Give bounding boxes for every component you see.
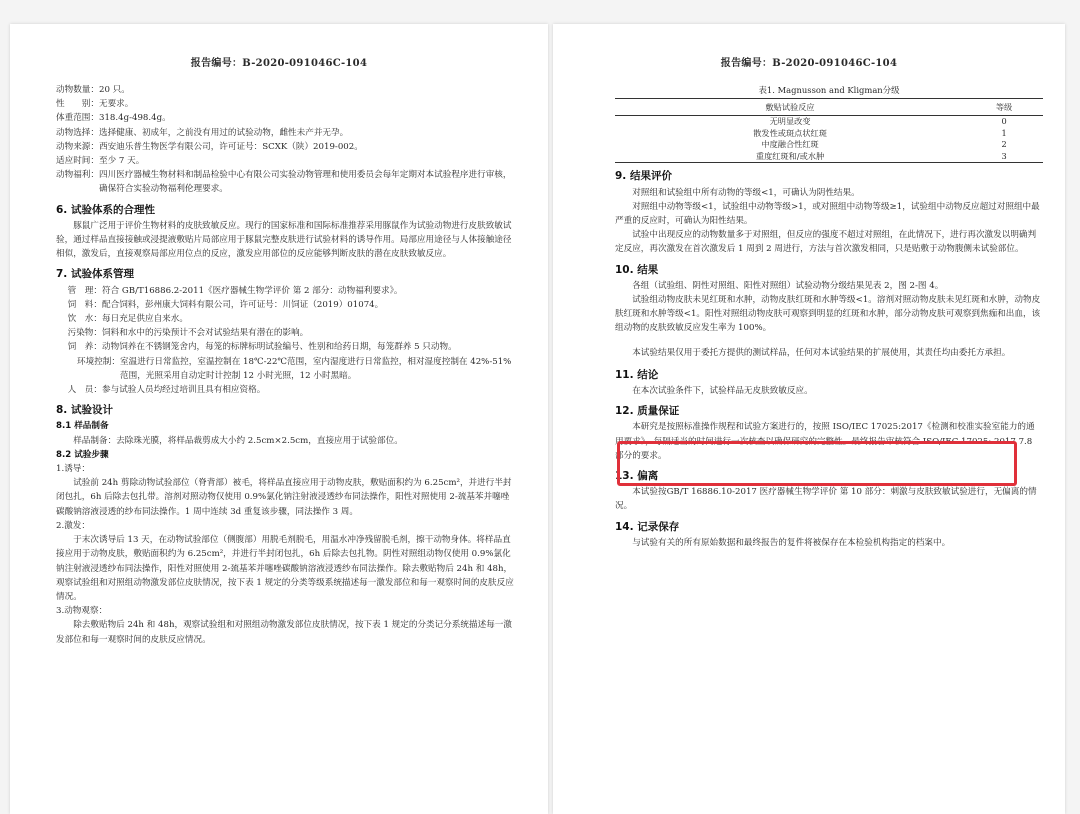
section-12-title: 12. 质量保证 [615,405,680,418]
management-row [56,312,514,326]
management-value: 参与试验人员均经过培训且具有相应资格。 [102,385,266,396]
report-page-right [553,24,1065,814]
table-row [615,151,1043,163]
info-value: 四川医疗器械生物材料和制品检验中心有限公司实验动物管理和使用委员会每年定期对本试验程序进行审核，确保符合实验动物福利伦理要求。 [98,170,512,195]
management-key: 管 理： [67,285,102,296]
info-key: 体重范围： [56,113,99,124]
challenge-paragraph: 于末次诱导后 13 天，在动物试验部位（侧腹部）用脱毛剂脱毛，用温水冲净残留脱毛剂，擦干动物身体。将样品直接应用于动物皮肤，敷贴面积约为 6.25cm²，并进行半封闭包扎，6h 后除去包扎物。阴性对照组动物仅使用 0.9%氯化钠注射液浸透纱布同法操作，阳性对照使用 2-巯基苯并噻唑碳酸钠溶液浸透纱布同法操作。除去敷贴物后 24h 和 48h，观察试验组和对照组动物激发部位皮肤情况，按下表 1 规定的分类等级系统描述每一激发部位和每一观察时间的皮肤反应情况。 [56,535,514,602]
section-13-paragraph: 本试验按GB/T 16886.10-2017 医疗器械生物学评价 第 10 部分：刺激与皮肤致敏试验进行，无偏离的情况。 [615,487,1037,512]
management-value: 符合 GB/T16886.2-2011《医疗器械生物学评价 第 2 部分：动物福利要求》。 [102,285,403,296]
info-row [56,97,514,111]
section-9-title: 9. 结果评价 [615,170,672,183]
section-13-title: 13. 偏离 [615,470,659,483]
info-value: 无要求。 [98,99,134,110]
section-7-title: 7. 试验体系管理 [56,268,134,281]
management-value: 配合饲料，彭州康大饲料有限公司，许可证号：川饲证（2019）01074。 [102,299,384,310]
report-number-header: 报告编号：B-2020-091046C-104 [190,58,368,69]
management-row [56,383,514,397]
section-14-title: 14. 记录保存 [615,520,680,533]
grade-cell: 1 [1001,127,1007,138]
info-value: 西安迪乐普生物医学有限公司，许可证号：SCXK（陕）2019-002。 [98,141,363,152]
section-11-title: 11. 结论 [615,368,659,381]
report-number-header: 报告编号：B-2020-091046C-104 [720,58,898,69]
grading-table [615,98,1043,163]
info-value: 318.4g-498.4g。 [98,113,171,124]
table-row [615,139,1043,151]
management-key: 人 员： [67,385,102,396]
info-key: 动物来源： [56,141,99,152]
management-key: 饮 水： [67,314,102,325]
grade-cell: 0 [1001,116,1007,127]
section-6-title: 6. 试验体系的合理性 [56,203,155,216]
reaction-cell: 无明显改变 [769,116,811,127]
section-10-paragraph-2: 试验组动物皮肤未见红斑和水肿，动物皮肤红斑和水肿等级<1。溶剂对照动物皮肤未见红斑和水肿，动物皮肤红斑和水肿等级<1。阳性对照组动物皮肤可观察到明显的红斑和水肿，部分动物皮肤可观察到焦痂和出血，该组动物的皮肤致敏反应发生率为 100%。 [615,295,1041,334]
management-key: 污染物： [67,328,102,339]
section-10-paragraph-3: 本试验结果仅用于委托方提供的测试样品，任何对本试验结果的扩展使用，其责任均由委托方承担。 [632,347,1011,358]
info-value: 选择健康、初成年，之前没有用过的试验动物，雌性未产并无孕。 [98,127,349,138]
management-row [56,326,514,340]
info-key: 动物数量： [56,85,99,95]
section-9-paragraph-2: 对照组中动物等级<1，试验组中动物等级>1，或对照组中动物等级≥1，试验组中动物反应超过对照组中最严重的反应时，可确认为阳性结果。 [615,201,1040,227]
management-row [56,284,514,298]
table-header-grade: 等级 [965,99,1043,116]
table-row [615,116,1043,128]
management-row [56,340,514,354]
info-row [56,168,514,196]
section-12-paragraph: 本研究是按照标准操作规程和试验方案进行的，按照 ISO/IEC 17025:2017《检测和校准实验室能力的通用要求》，每隔适当的时间进行一次核查以确保研究的完整性。最终报告审核符合 ISO/IEC 17025: 2017 7.8 部分的要求。 [615,422,1035,461]
management-key: 饲 料： [67,299,102,310]
section-6-paragraph: 豚鼠广泛用于评价生物材料的皮肤致敏反应。现行的国家标准和国际标准推荐采用豚鼠作为试验动物进行皮肤致敏试验，通过样品直接接触或浸提液敷贴片局部应用于豚鼠完整皮肤进行试验材料的诱导作用。局部应用途径与人体接触途径相似，激发后，直接观察局部应用位点的反应，激发应用部位的反应能够判断皮肤的潜在皮肤致敏反应。 [56,220,512,260]
management-row [56,355,514,383]
induction-label: 1.诱导： [56,464,90,475]
grading-table-caption: 表1. Magnusson and Kligman分级 [758,85,900,95]
management-value: 饲料和水中的污染预计不会对试验结果有潜在的影响。 [102,328,309,339]
section-8-1-title: 8.1 样品制备 [56,421,109,432]
observation-label: 3.动物观察： [56,606,108,617]
management-value: 动物饲养在不锈钢笼舍内，每笼的标牌标明试验编号、性别和给药日期，每笼群养 5 只动物。 [102,342,457,353]
reaction-cell: 散发性或斑点状红斑 [753,127,827,138]
left-page-content [10,83,548,647]
management-row [56,298,514,312]
info-row [56,83,514,97]
challenge-label: 2.激发： [56,520,90,531]
management-key: 饲 养： [67,342,102,353]
info-row [56,111,514,125]
management-key: 环境控制： [77,356,120,367]
info-row [56,154,514,168]
info-key: 动物福利： [56,170,99,181]
induction-paragraph: 试验前 24h 剪除动物试验部位（脊背部）被毛，将样品直接应用于动物皮肤，敷贴面积约为 6.25cm²，并进行半封闭包扎，6h 后除去包扎带。溶剂对照动物仅使用 0.9%氯化钠注射液浸透纱布同法操作，阳性对照使用 2-巯基苯并噻唑碳酸钠溶液浸透的纱布同法操作。1 周中连续 3d 重复该步骤，同法操作 3 周。 [56,478,512,517]
table-header-reaction: 敷贴试验反应 [615,99,965,116]
observation-paragraph: 除去敷贴物后 24h 和 48h，观察试验组和对照组动物激发部位皮肤情况，按下表 1 规定的分类记分系统描述每一激发部位和每一观察时间的皮肤反应情况。 [56,620,512,645]
table-header-row [615,99,1043,116]
section-9-paragraph-3: 试验中出现反应的动物数量多于对照组，但反应的强度不超过对照组，在此情况下，进行再次激发以明确判定反应，再次激发在首次激发后 1 周到 2 周进行，方法与首次激发相同，只是贴敷于动物腹侧未试验部位。 [615,230,1037,255]
info-key: 性 别： [56,99,99,110]
info-row [56,140,514,154]
section-8-title: 8. 试验设计 [56,404,113,417]
management-value: 室温进行日常监控，室温控制在 18℃-22℃范围，室内湿度进行日常监控，相对湿度控制在 42%-51%范围，光照采用自动定时计控制 12 小时光照，12 小时黑暗。 [120,356,512,381]
info-key: 适应时间： [56,156,99,167]
section-11-paragraph: 在本次试验条件下，试验样品无皮肤致敏反应。 [632,386,813,397]
section-10-title: 10. 结果 [615,263,659,276]
info-value: 至少 7 天。 [98,156,145,167]
reaction-cell: 重度红斑和/或水肿 [615,151,965,163]
section-8-1-paragraph: 样品制备：去除珠光膜，将样品裁剪成大小约 2.5cm×2.5cm，直接应用于试验部位。 [73,435,403,446]
info-value: 20 只。 [98,85,130,95]
section-10-paragraph-1: 各组（试验组、阴性对照组、阳性对照组）试验动物分级结果见表 2，图 2-图 4。 [632,280,944,291]
info-row [56,126,514,140]
section-14-paragraph: 与试验有关的所有原始数据和最终报告的复件将被保存在本检验机构指定的档案中。 [632,537,951,548]
reaction-cell: 中度融合性红斑 [761,139,819,150]
management-value: 每日充足供应自来水。 [102,314,188,325]
grade-cell: 2 [1001,139,1007,150]
conclusion-highlight-box [617,441,1017,486]
report-page-left [10,24,548,814]
grade-cell: 3 [965,151,1043,163]
section-9-paragraph-1: 对照组和试验组中所有动物的等级<1，可确认为阴性结果。 [632,187,860,198]
table-row [615,128,1043,140]
info-key: 动物选择： [56,127,99,138]
section-8-2-title: 8.2 试验步骤 [56,449,109,460]
